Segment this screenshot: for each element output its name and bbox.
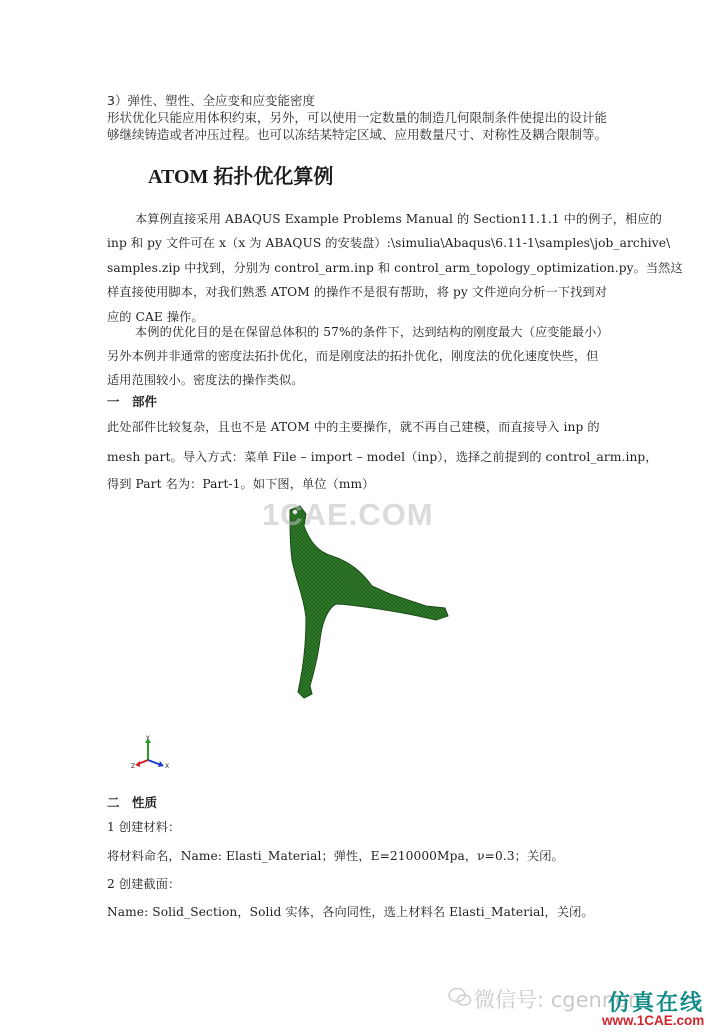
intro-line-1: 形状优化只能应用体积约束，另外，可以使用一定数量的制造几何限制条件使提出的设计能 — [107, 110, 608, 125]
watermark-site-cn: 仿真在线 — [608, 991, 705, 1016]
para1-line: 本算例直接采用 ABAQUS Example Problems Manual 的 Section11.1.1 中的例子，相应的 — [135, 212, 662, 226]
watermark-site-url: www.1CAE.com — [602, 1013, 705, 1028]
section2-step2-text: Name: Solid_Section，Solid 实体，各向同性，选上材料名 Elasti_Material，关闭。 — [107, 905, 594, 919]
section1-line: 得到 Part 名为：Part-1。如下图，单位（mm） — [107, 477, 375, 491]
para2-line: 适用范围较小。密度法的操作类似。 — [107, 373, 304, 387]
watermark-1cae: 1CAE.COM — [262, 497, 434, 532]
section2-heading: 二 性质 — [107, 795, 158, 810]
watermark-wechat: 微信号: cgennon — [474, 988, 642, 1012]
axis-label-x: X — [165, 763, 170, 770]
wechat-icon — [448, 986, 472, 1008]
axis-label-z: Z — [131, 763, 136, 770]
section2-step2: 2 创建截面： — [107, 877, 181, 891]
axis-label-y: Y — [146, 735, 150, 742]
section1-heading: 一 部件 — [107, 394, 158, 409]
para1-line: samples.zip 中找到，分别为 control_arm.inp 和 control_arm_topology_optimization.py。当然这 — [107, 261, 683, 275]
intro-item-3: 3）弹性、塑性、全应变和应变能密度 — [107, 93, 315, 108]
para1-line: 应的 CAE 操作。 — [107, 310, 204, 324]
control-arm-part — [290, 506, 448, 698]
para2-line: 另外本例并非通常的密度法拓扑优化，而是刚度法的拓扑优化，刚度法的优化速度快些，但 — [107, 349, 599, 363]
section-title: ATOM 拓扑优化算例 — [148, 166, 334, 188]
para1-line: inp 和 py 文件可在 x（x 为 ABAQUS 的安装盘）:\simulia\Abaqus\6.11-1\samples\job_archive\ — [107, 236, 671, 250]
section2-step1: 1 创建材料： — [107, 820, 181, 834]
para1-line: 样直接使用脚本，对我们熟悉 ATOM 的操作不是很有帮助，将 py 文件逆向分析一下找到对 — [107, 285, 607, 299]
para2-line: 本例的优化目的是在保留总体积的 57%的条件下，达到结构的刚度最大（应变能最小） — [135, 325, 609, 339]
section1-line: mesh part。导入方式：菜单 File – import – model（inp），选择之前提到的 control_arm.inp， — [107, 450, 658, 464]
section1-line: 此处部件比较复杂，且也不是 ATOM 中的主要操作，就不再自己建模，而直接导入 inp 的 — [107, 420, 600, 434]
section2-step1-text: 将材料命名，Name: Elasti_Material；弹性，E=210000Mpa，ν=0.3；关闭。 — [107, 849, 564, 863]
intro-line-2: 够继续铸造或者冲压过程。也可以冻结某特定区域、应用数量尺寸、对称性及耦合限制等。 — [107, 127, 608, 142]
